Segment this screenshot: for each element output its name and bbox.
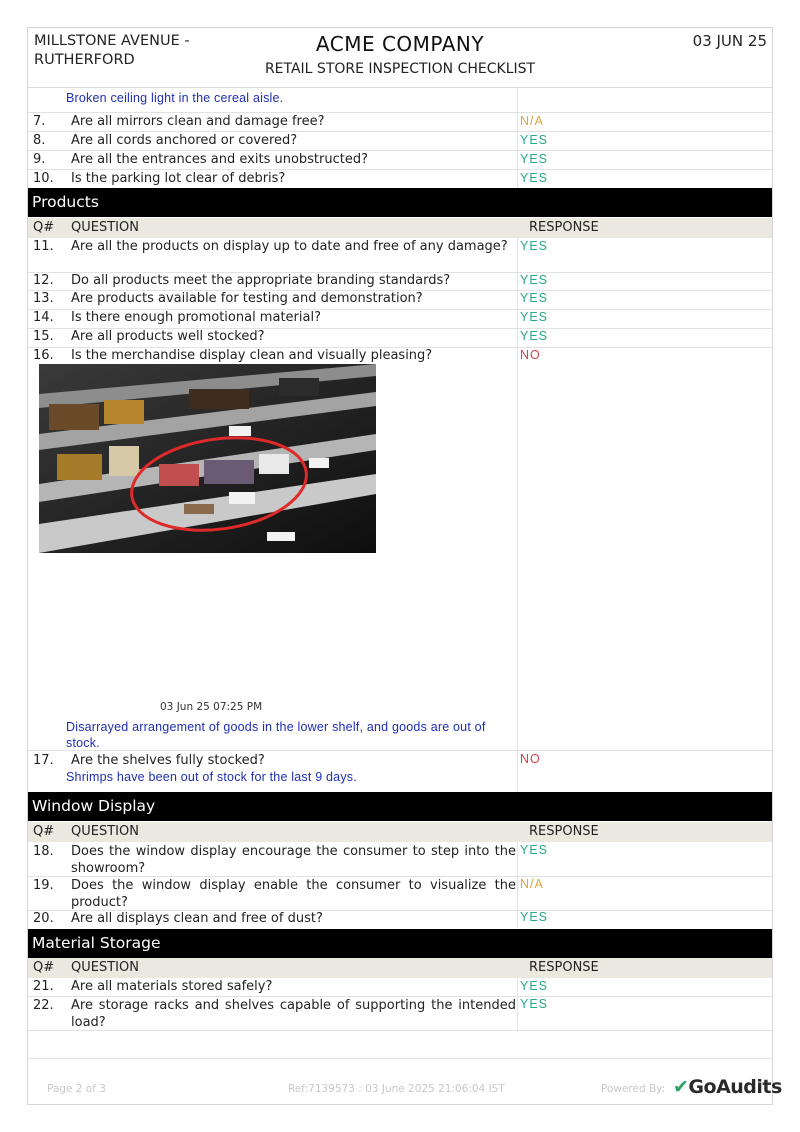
question-number: 8. xyxy=(33,133,46,148)
comment-note: Broken ceiling light in the cereal aisle. xyxy=(66,91,284,105)
column-header-row xyxy=(28,822,772,842)
response-value: YES xyxy=(520,329,549,343)
row-divider xyxy=(28,750,772,751)
goaudits-logo[interactable] xyxy=(673,1076,782,1098)
question-text: Are all mirrors clean and damage free? xyxy=(71,114,325,129)
company-name: ACME COMPANY xyxy=(315,32,485,56)
question-text: Does the window display encourage the consumer to step into the showroom? xyxy=(71,844,516,876)
question-number: 16. xyxy=(33,348,54,363)
checklist-page xyxy=(27,27,782,1105)
question-text: Are all cords anchored or covered? xyxy=(71,133,298,148)
question-text: Are storage racks and shelves capable of supporting the intended load? xyxy=(71,998,516,1030)
response-value: YES xyxy=(520,843,549,857)
report-reference: Ref:7139573 : 03 June 2025 21:06:04 IST xyxy=(288,1083,505,1095)
column-header-number: Q# xyxy=(33,824,55,839)
response-value: YES xyxy=(520,152,549,166)
question-text: Are all products well stocked? xyxy=(71,329,265,344)
section-header-material-storage: Material Storage xyxy=(28,929,772,958)
column-divider xyxy=(517,238,518,791)
report-header xyxy=(28,28,772,88)
question-number: 14. xyxy=(33,310,54,325)
question-number: 19. xyxy=(33,878,54,893)
response-value: YES xyxy=(520,910,549,924)
response-value: YES xyxy=(520,171,549,185)
checklist-title: RETAIL STORE INSPECTION CHECKLIST xyxy=(264,61,536,77)
response-value: YES xyxy=(520,239,549,253)
column-header-question: QUESTION xyxy=(71,824,139,839)
question-number: 10. xyxy=(33,171,54,186)
location-line-2: RUTHERFORD xyxy=(34,52,135,68)
response-value: NO xyxy=(520,752,541,766)
question-number: 12. xyxy=(33,273,54,288)
column-header-response: RESPONSE xyxy=(529,824,599,839)
column-header-row xyxy=(28,958,772,978)
question-text: Are all the products on display up to date and free of any damage? xyxy=(71,239,508,254)
column-header-response: RESPONSE xyxy=(529,220,599,235)
question-text: Are all materials stored safely? xyxy=(71,979,273,994)
question-number: 21. xyxy=(33,979,54,994)
response-value: YES xyxy=(520,979,549,993)
question-number: 17. xyxy=(33,753,54,768)
question-text: Does the window display enable the consumer to visualize the product? xyxy=(71,878,516,910)
location-line-1: MILLSTONE AVENUE - xyxy=(34,33,190,49)
page-footer xyxy=(28,1058,782,1106)
page-number: Page 2 of 3 xyxy=(47,1083,106,1095)
question-number: 18. xyxy=(33,844,54,859)
question-text: Are products available for testing and demonstration? xyxy=(71,291,423,306)
report-date: 03 JUN 25 xyxy=(692,32,767,50)
response-value: YES xyxy=(520,310,549,324)
column-divider xyxy=(517,978,518,1030)
column-header-question: QUESTION xyxy=(71,960,139,975)
question-text: Is there enough promotional material? xyxy=(71,310,321,325)
question-number: 13. xyxy=(33,291,54,306)
response-value: N/A xyxy=(520,114,544,128)
question-text: Are all displays clean and free of dust? xyxy=(71,911,323,926)
column-header-number: Q# xyxy=(33,220,55,235)
column-header-number: Q# xyxy=(33,960,55,975)
comment-note: Shrimps have been out of stock for the last 9 days. xyxy=(66,770,357,784)
question-text: Is the parking lot clear of debris? xyxy=(71,171,286,186)
column-divider xyxy=(517,88,518,188)
question-number: 9. xyxy=(33,152,46,167)
response-value: YES xyxy=(520,133,549,147)
response-value: NO xyxy=(520,348,541,362)
question-number: 11. xyxy=(33,239,54,254)
response-value: YES xyxy=(520,997,549,1011)
shelf-photo-image xyxy=(39,364,376,553)
powered-by-label: Powered By: xyxy=(601,1083,666,1095)
column-header-row xyxy=(28,218,772,238)
column-header-response: RESPONSE xyxy=(529,960,599,975)
question-text: Do all products meet the appropriate branding standards? xyxy=(71,273,451,288)
question-text: Are all the entrances and exits unobstructed? xyxy=(71,152,369,167)
column-divider xyxy=(517,842,518,928)
photo-timestamp: 03 Jun 25 07:25 PM xyxy=(160,701,263,713)
question-text: Is the merchandise display clean and visually pleasing? xyxy=(71,348,433,363)
question-number: 20. xyxy=(33,911,54,926)
question-number: 7. xyxy=(33,114,46,129)
comment-note: Disarrayed arrangement of goods in the lower shelf, and goods are out of stock. xyxy=(66,720,486,750)
response-value: YES xyxy=(520,273,549,287)
question-text: Are the shelves fully stocked? xyxy=(71,753,265,768)
evidence-photo[interactable] xyxy=(39,364,376,553)
question-number: 22. xyxy=(33,998,54,1013)
section-header-window-display: Window Display xyxy=(28,792,772,821)
row-divider xyxy=(28,1030,772,1031)
question-number: 15. xyxy=(33,329,54,344)
response-value: N/A xyxy=(520,877,544,891)
column-header-question: QUESTION xyxy=(71,220,139,235)
response-value: YES xyxy=(520,291,549,305)
checkmark-icon: ✔ xyxy=(673,1076,689,1098)
logo-text: GoAudits xyxy=(688,1076,782,1098)
section-header-products: Products xyxy=(28,188,772,217)
